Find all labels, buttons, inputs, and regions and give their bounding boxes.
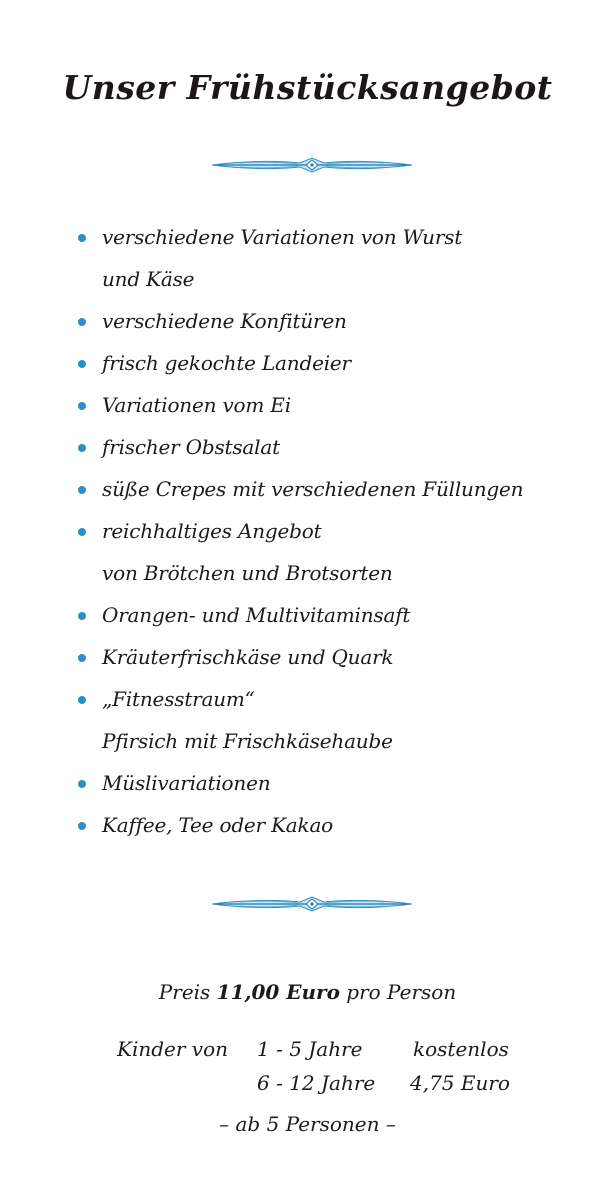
list-item-text: Pfirsich mit Frischkäsehaube xyxy=(102,729,393,753)
bullet-icon xyxy=(78,318,86,326)
bullet-icon xyxy=(78,486,86,494)
list-item xyxy=(0,216,615,258)
bullet-icon xyxy=(78,654,86,662)
list-item-continuation xyxy=(0,720,615,762)
list-item xyxy=(0,510,615,552)
price-amount: 11,00 Euro xyxy=(216,980,340,1004)
list-item-continuation xyxy=(0,258,615,300)
list-item-text: und Käse xyxy=(102,267,195,291)
breakfast-item-list xyxy=(0,216,615,846)
bullet-icon xyxy=(78,696,86,704)
list-item xyxy=(0,468,615,510)
bullet-icon xyxy=(78,822,86,830)
children-label: Kinder von xyxy=(117,1037,228,1061)
list-item xyxy=(0,300,615,342)
list-item-text: von Brötchen und Brotsorten xyxy=(102,561,393,585)
list-item-continuation xyxy=(0,552,615,594)
list-item-text: süße Crepes mit verschiedenen Füllungen xyxy=(102,477,524,501)
bullet-icon xyxy=(78,612,86,620)
list-item-text: reichhaltiges Angebot xyxy=(102,519,322,543)
list-item xyxy=(0,594,615,636)
bullet-icon xyxy=(78,234,86,242)
list-item-text: Kräuterfrischkäse und Quark xyxy=(102,645,394,669)
list-item-text: Variationen vom Ei xyxy=(102,393,291,417)
list-item-text: frischer Obstsalat xyxy=(102,435,280,459)
list-item xyxy=(0,384,615,426)
bullet-icon xyxy=(78,360,86,368)
list-item xyxy=(0,636,615,678)
list-item xyxy=(0,342,615,384)
list-item-text: Kaffee, Tee oder Kakao xyxy=(102,813,334,837)
children-age-range: 6 - 12 Jahre xyxy=(257,1071,376,1095)
price-suffix: pro Person xyxy=(346,980,457,1004)
children-cost: kostenlos xyxy=(413,1037,509,1061)
list-item xyxy=(0,426,615,468)
children-age-range: 1 - 5 Jahre xyxy=(257,1037,363,1061)
price-line xyxy=(0,980,615,1004)
list-item xyxy=(0,762,615,804)
decorative-divider-icon xyxy=(210,894,414,914)
list-item xyxy=(0,804,615,846)
children-cost: 4,75 Euro xyxy=(410,1071,510,1095)
list-item-text: verschiedene Variationen von Wurst xyxy=(102,225,463,249)
bullet-icon xyxy=(78,780,86,788)
price-prefix: Preis xyxy=(158,980,211,1004)
list-item-text: „Fitnesstraum“ xyxy=(102,687,255,711)
list-item-text: frisch gekochte Landeier xyxy=(102,351,351,375)
bullet-icon xyxy=(78,528,86,536)
list-item xyxy=(0,678,615,720)
page-title: Unser Frühstücksangebot xyxy=(62,68,553,107)
bullet-icon xyxy=(78,444,86,452)
decorative-divider-icon xyxy=(210,155,414,175)
group-note: – ab 5 Personen – xyxy=(219,1112,396,1136)
bullet-icon xyxy=(78,402,86,410)
list-item-text: Müslivariationen xyxy=(102,771,271,795)
list-item-text: Orangen- und Multivitaminsaft xyxy=(102,603,411,627)
list-item-text: verschiedene Konfitüren xyxy=(102,309,347,333)
